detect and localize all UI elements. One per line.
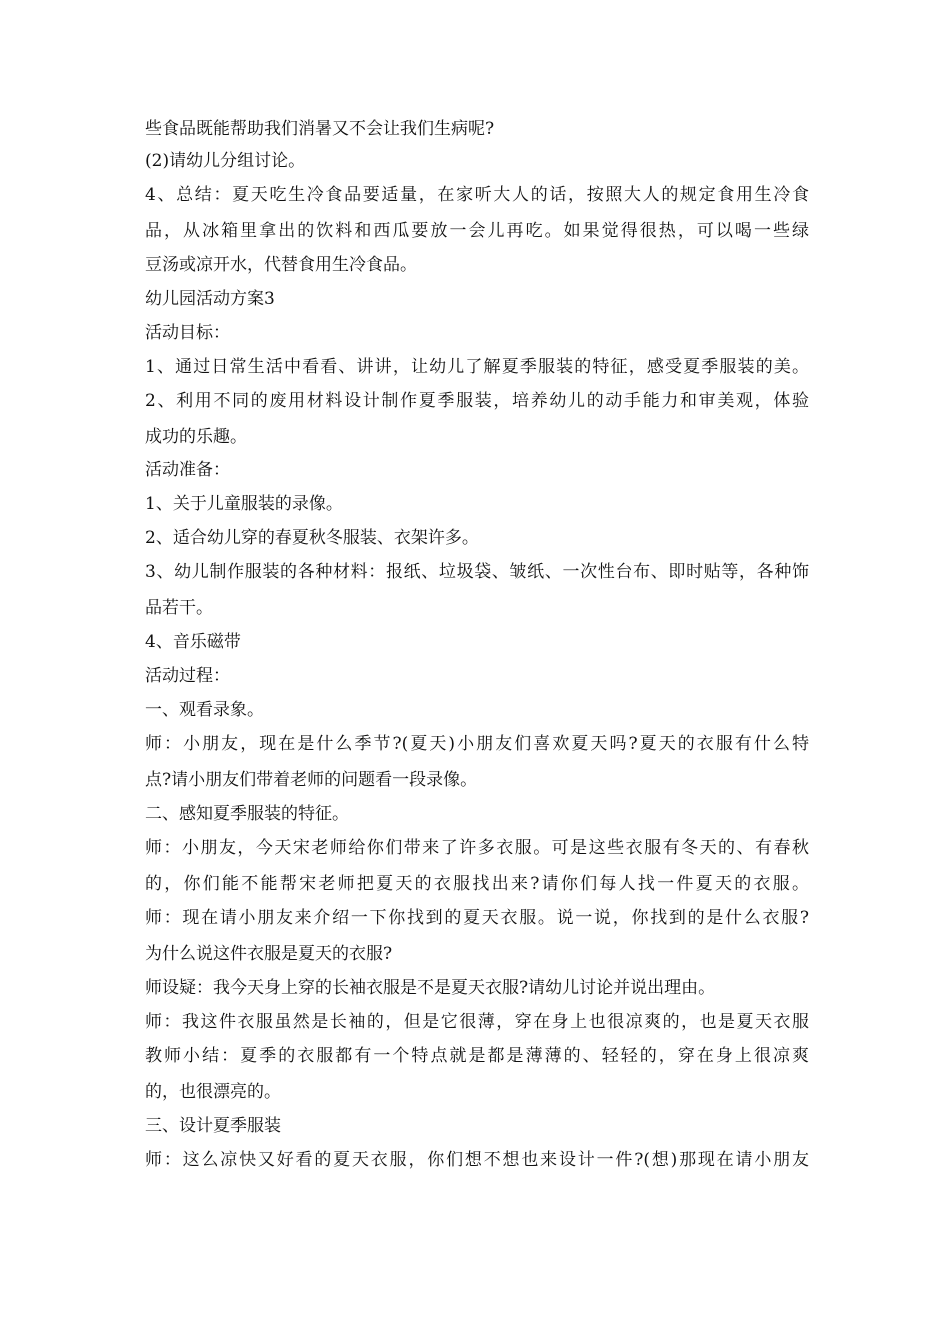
text-line: 4、总结：夏天吃生冷食品要适量，在家听大人的话，按照大人的规定食用生冷食 bbox=[145, 185, 809, 205]
text-line: 活动准备： bbox=[145, 460, 230, 480]
text-line: 的，你们能不能帮宋老师把夏天的衣服找出来?请你们每人找一件夏天的衣服。 bbox=[145, 874, 809, 894]
text-line: 的，也很漂亮的。 bbox=[145, 1082, 281, 1102]
text-line: 2、利用不同的废用材料设计制作夏季服装，培养幼儿的动手能力和审美观，体验 bbox=[145, 391, 809, 411]
text-line: 些食品既能帮助我们消暑又不会让我们生病呢? bbox=[145, 119, 495, 139]
text-line: 为什么说这件衣服是夏天的衣服? bbox=[145, 944, 393, 964]
text-line: 活动过程： bbox=[145, 666, 230, 686]
text-line: 3、幼儿制作服装的各种材料：报纸、垃圾袋、皱纸、一次性台布、即时贴等，各种饰 bbox=[145, 562, 809, 582]
document-page bbox=[145, 119, 809, 1170]
text-line: 活动目标： bbox=[145, 323, 230, 343]
text-line: 点?请小朋友们带着老师的问题看一段录像。 bbox=[145, 770, 478, 790]
text-line: 成功的乐趣。 bbox=[145, 427, 247, 447]
text-line: 品，从冰箱里拿出的饮料和西瓜要放一会儿再吃。如果觉得很热，可以喝一些绿 bbox=[145, 221, 809, 241]
text-line: 师：这么凉快又好看的夏天衣服，你们想不想也来设计一件?(想)那现在请小朋友 bbox=[145, 1150, 809, 1170]
text-line: 豆汤或凉开水，代替食用生冷食品。 bbox=[145, 255, 417, 275]
text-line: 师设疑：我今天身上穿的长袖衣服是不是夏天衣服?请幼儿讨论并说出理由。 bbox=[145, 978, 716, 998]
text-line: 二、感知夏季服装的特征。 bbox=[145, 804, 349, 824]
text-line: 一、观看录象。 bbox=[145, 700, 264, 720]
text-line: 教师小结：夏季的衣服都有一个特点就是都是薄薄的、轻轻的，穿在身上很凉爽 bbox=[145, 1046, 809, 1066]
text-line: 师：我这件衣服虽然是长袖的，但是它很薄，穿在身上也很凉爽的，也是夏天衣服 bbox=[145, 1012, 809, 1032]
text-line: 三、设计夏季服装 bbox=[145, 1116, 281, 1136]
text-line: 1、关于儿童服装的录像。 bbox=[145, 494, 343, 514]
text-line: 4、音乐磁带 bbox=[145, 632, 241, 652]
text-line: 幼儿园活动方案3 bbox=[145, 289, 275, 309]
text-line: (2)请幼儿分组讨论。 bbox=[145, 151, 306, 171]
text-line: 师：小朋友，现在是什么季节?(夏天)小朋友们喜欢夏天吗?夏天的衣服有什么特 bbox=[145, 734, 809, 754]
text-line: 师：现在请小朋友来介绍一下你找到的夏天衣服。说一说，你找到的是什么衣服? bbox=[145, 908, 809, 928]
text-line: 品若干。 bbox=[145, 598, 213, 618]
text-line: 师：小朋友，今天宋老师给你们带来了许多衣服。可是这些衣服有冬天的、有春秋 bbox=[145, 838, 809, 858]
text-line: 2、适合幼儿穿的春夏秋冬服装、衣架许多。 bbox=[145, 528, 479, 548]
text-line: 1、通过日常生活中看看、讲讲，让幼儿了解夏季服装的特征，感受夏季服装的美。 bbox=[145, 357, 809, 377]
